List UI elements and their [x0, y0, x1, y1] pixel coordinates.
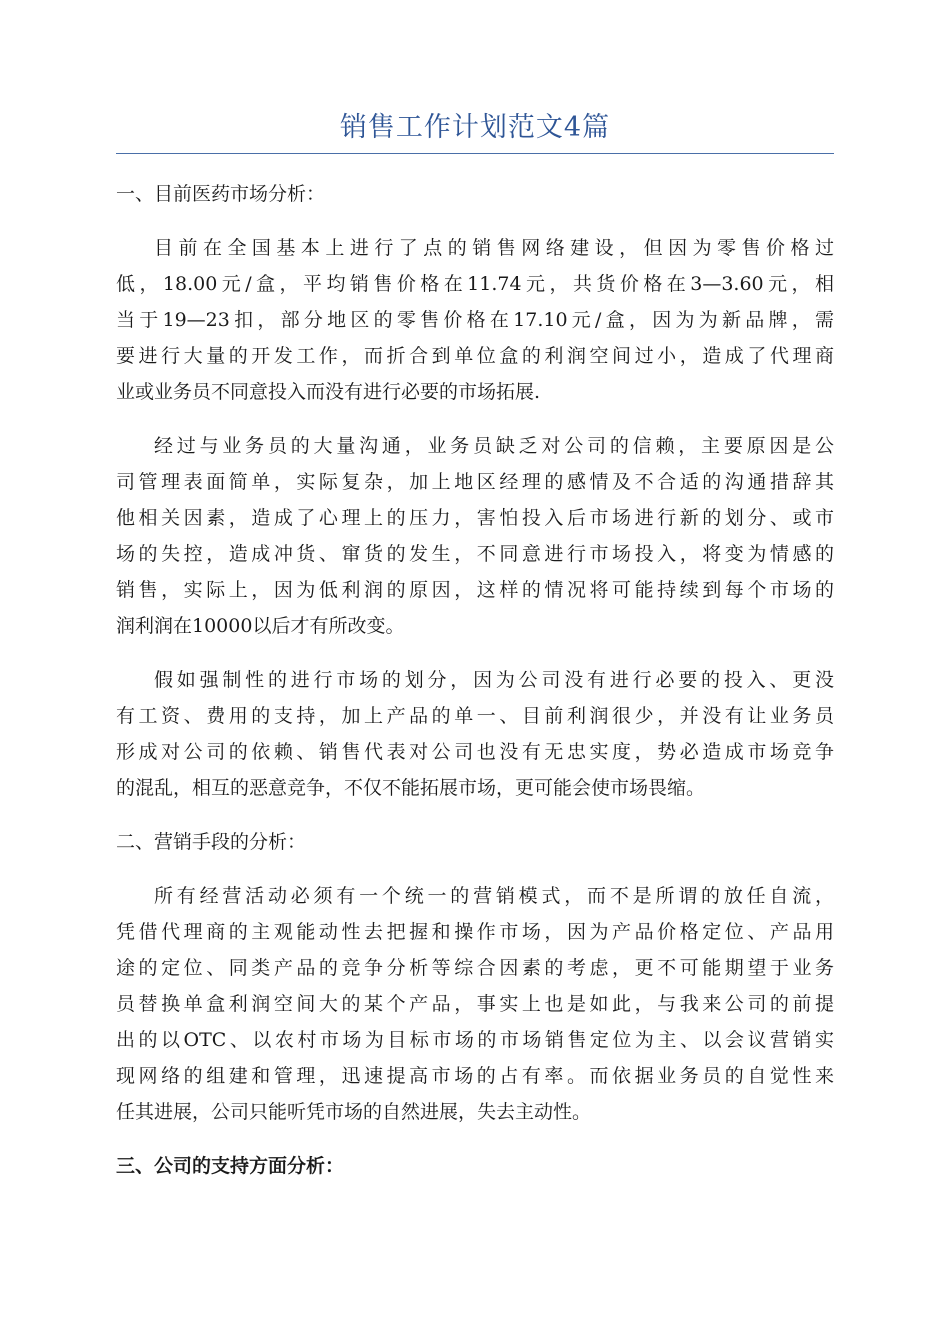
- text-line: 凭借代理商的主观能动性去把握和操作市场，因为产品价格定位、产品用: [116, 921, 834, 943]
- section-heading-marketing-means: 二、营销手段的分析：: [116, 831, 307, 853]
- text-line: 出的以OTC、以农村市场为目标市场的市场销售定位为主、以会议营销实: [116, 1029, 834, 1051]
- text-line: 要进行大量的开发工作，而折合到单位盒的利润空间过小，造成了代理商: [116, 345, 834, 367]
- text-line: 经过与业务员的大量沟通，业务员缺乏对公司的信赖，主要原因是公: [154, 435, 834, 457]
- text-line: 业或业务员不同意投入而没有进行必要的市场拓展.: [116, 381, 541, 403]
- text-line: 当于19—23扣，部分地区的零售价格在17.10元/盒，因为为新品牌，需: [116, 309, 834, 331]
- paragraph: [116, 428, 834, 644]
- text-line: 任其进展，公司只能听凭市场的自然进展，失去主动性。: [116, 1101, 592, 1123]
- text-line: 有工资、费用的支持，加上产品的单一、目前利润很少，并没有让业务员: [116, 705, 834, 727]
- section-heading-market-analysis: 一、目前医药市场分析：: [116, 183, 326, 205]
- text-line: 目前在全国基本上进行了点的销售网络建设，但因为零售价格过: [154, 237, 834, 259]
- section-heading-company-support: 三、公司的支持方面分析：: [116, 1155, 345, 1177]
- text-line: 的混乱，相互的恶意竞争，不仅不能拓展市场，更可能会使市场畏缩。: [116, 777, 706, 799]
- text-line: 场的失控，造成冲货、窜货的发生，不同意进行市场投入，将变为情感的: [116, 543, 834, 565]
- text-line: 润利润在10000以后才有所改变。: [116, 615, 405, 637]
- title-underline: [116, 153, 834, 154]
- text-line: 假如强制性的进行市场的划分，因为公司没有进行必要的投入、更没: [154, 669, 834, 691]
- text-line: 现网络的组建和管理，迅速提高市场的占有率。而依据业务员的自觉性来: [116, 1065, 834, 1087]
- text-line: 形成对公司的依赖、销售代表对公司也没有无忠实度，势必造成市场竞争: [116, 741, 834, 763]
- text-line: 司管理表面简单，实际复杂，加上地区经理的感情及不合适的沟通措辞其: [116, 471, 834, 493]
- text-line: 低，18.00元/盒，平均销售价格在11.74元，共货价格在3—3.60元，相: [116, 273, 834, 295]
- paragraph: [116, 662, 834, 806]
- text-line: 员替换单盒利润空间大的某个产品，事实上也是如此，与我来公司的前提: [116, 993, 834, 1015]
- document-body: [116, 176, 834, 1202]
- document-title: 销售工作计划范文4篇: [339, 112, 611, 143]
- text-line: 销售，实际上，因为低利润的原因，这样的情况将可能持续到每个市场的: [116, 579, 834, 601]
- text-line: 他相关因素，造成了心理上的压力，害怕投入后市场进行新的划分、或市: [116, 507, 834, 529]
- text-line: 途的定位、同类产品的竞争分析等综合因素的考虑，更不可能期望于业务: [116, 957, 834, 979]
- paragraph: [116, 878, 834, 1130]
- text-line: 所有经营活动必须有一个统一的营销模式，而不是所谓的放任自流，: [154, 885, 834, 907]
- paragraph: [116, 230, 834, 410]
